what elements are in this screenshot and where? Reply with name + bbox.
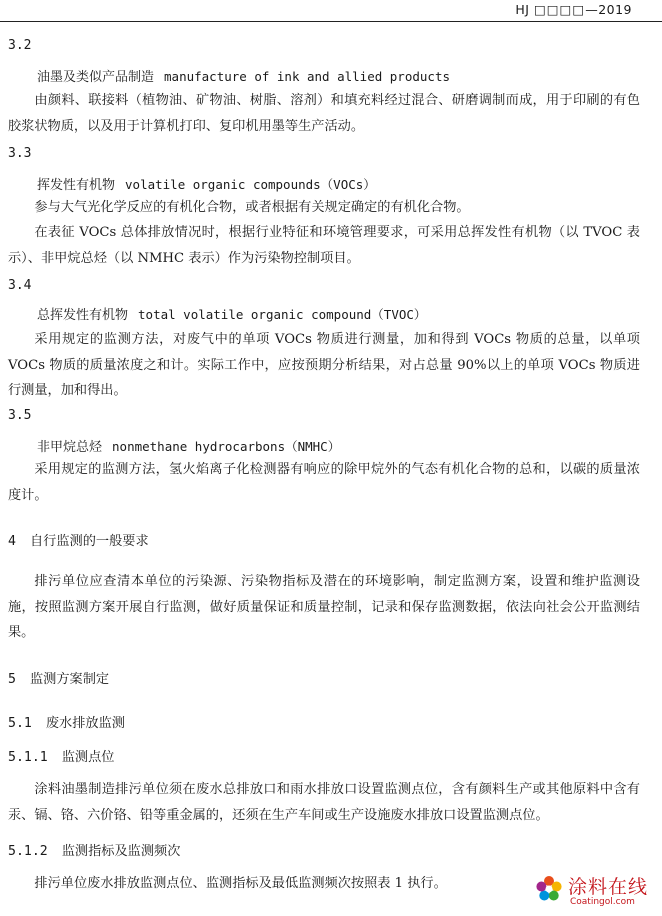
section-heading-5 — [8, 668, 109, 687]
heading-number: 5 — [8, 672, 16, 687]
term-en: manufacture of ink and allied products — [164, 69, 450, 84]
header-prefix: HJ — [515, 2, 530, 17]
heading-title: 监测指标及监测频次 — [61, 844, 181, 859]
heading-number: 5.1.1 — [8, 750, 48, 765]
section-number-3-3: 3.3 — [8, 146, 32, 161]
definition-3-2: 由颜料、联接料（植物油、矿物油、树脂、溶剂）和填充料经过混合、研磨调制而成，用于印刷的有色胶浆状物质，以及用于计算机打印、复印机用墨等生产活动。 — [8, 93, 640, 134]
section-number-3-5: 3.5 — [8, 408, 32, 423]
heading-title: 废水排放监测 — [45, 716, 125, 731]
section-heading-5-1-1 — [8, 746, 114, 765]
definition-3-5: 采用规定的监测方法，氢火焰离子化检测器有响应的除甲烷外的气态有机化合物的总和，以碳的质量浓度计。 — [8, 462, 640, 503]
page-header — [515, 2, 632, 17]
definition-3-3-note: 在表征 VOCs 总体排放情况时，根据行业特征和环境管理要求，可采用总挥发性有机物（以 TVOC 表示）、非甲烷总烃（以 NMHC 表示）作为污染物控制项目。 — [8, 225, 640, 266]
section-heading-4 — [8, 530, 149, 549]
section-heading-5-1 — [8, 712, 125, 731]
term-cn: 挥发性有机物 — [37, 178, 116, 193]
header-rule — [0, 21, 662, 22]
term-cn: 总挥发性有机物 — [37, 308, 129, 323]
definition-3-4: 采用规定的监测方法，对废气中的单项 VOCs 物质进行测量，加和得到 VOCs 物质的总量，以单项 VOCs 物质的质量浓度之和计。实际工作中，应按预期分析结果，对占总量 90%以上的单项 VOCs 物质进行测量，加和得出。 — [8, 332, 640, 398]
heading-title: 监测点位 — [61, 750, 115, 765]
heading-title: 自行监测的一般要求 — [29, 534, 149, 549]
heading-number: 5.1 — [8, 716, 32, 731]
header-boxes: □□□□ — [533, 2, 586, 17]
section-4-body: 排污单位应查清本单位的污染源、污染物指标及潜在的环境影响，制定监测方案，设置和维护监测设施，按照监测方案开展自行监测，做好质量保证和质量控制，记录和保存监测数据，依法向社会公开监测结果。 — [8, 574, 640, 640]
term-en: nonmethane hydrocarbons（NMHC） — [112, 439, 341, 454]
section-number-3-2: 3.2 — [8, 38, 32, 53]
term-3-2 — [37, 66, 450, 85]
watermark-url: Coatingol.com — [570, 897, 635, 907]
definition-3-3: 参与大气光化学反应的有机化合物，或者根据有关规定确定的有机化合物。 — [34, 200, 470, 215]
term-cn: 非甲烷总烃 — [37, 440, 103, 455]
header-suffix: —2019 — [585, 2, 632, 17]
term-en: volatile organic compounds（VOCs） — [125, 177, 376, 192]
term-3-4 — [37, 304, 426, 323]
section-number-3-4: 3.4 — [8, 278, 32, 293]
section-5-1-2-body: 排污单位废水排放监测点位、监测指标及最低监测频次按照表 1 执行。 — [34, 876, 447, 891]
watermark-logo — [534, 872, 652, 910]
section-heading-5-1-2 — [8, 840, 180, 859]
flower-logo-icon — [534, 874, 564, 904]
heading-number: 4 — [8, 534, 16, 549]
heading-title: 监测方案制定 — [29, 672, 110, 687]
watermark-title: 涂料在线 — [568, 876, 649, 898]
term-en: total volatile organic compound（TVOC） — [138, 307, 427, 322]
section-5-1-1-body: 涂料油墨制造排污单位须在废水总排放口和雨水排放口设置监测点位，含有颜料生产或其他原料中含有汞、镉、铬、六价铬、铅等重金属的，还须在生产车间或生产设施废水排放口设置监测点位。 — [8, 782, 640, 823]
heading-number: 5.1.2 — [8, 844, 48, 859]
term-3-5 — [37, 436, 340, 455]
term-3-3 — [37, 174, 376, 193]
term-cn: 油墨及类似产品制造 — [37, 70, 155, 85]
